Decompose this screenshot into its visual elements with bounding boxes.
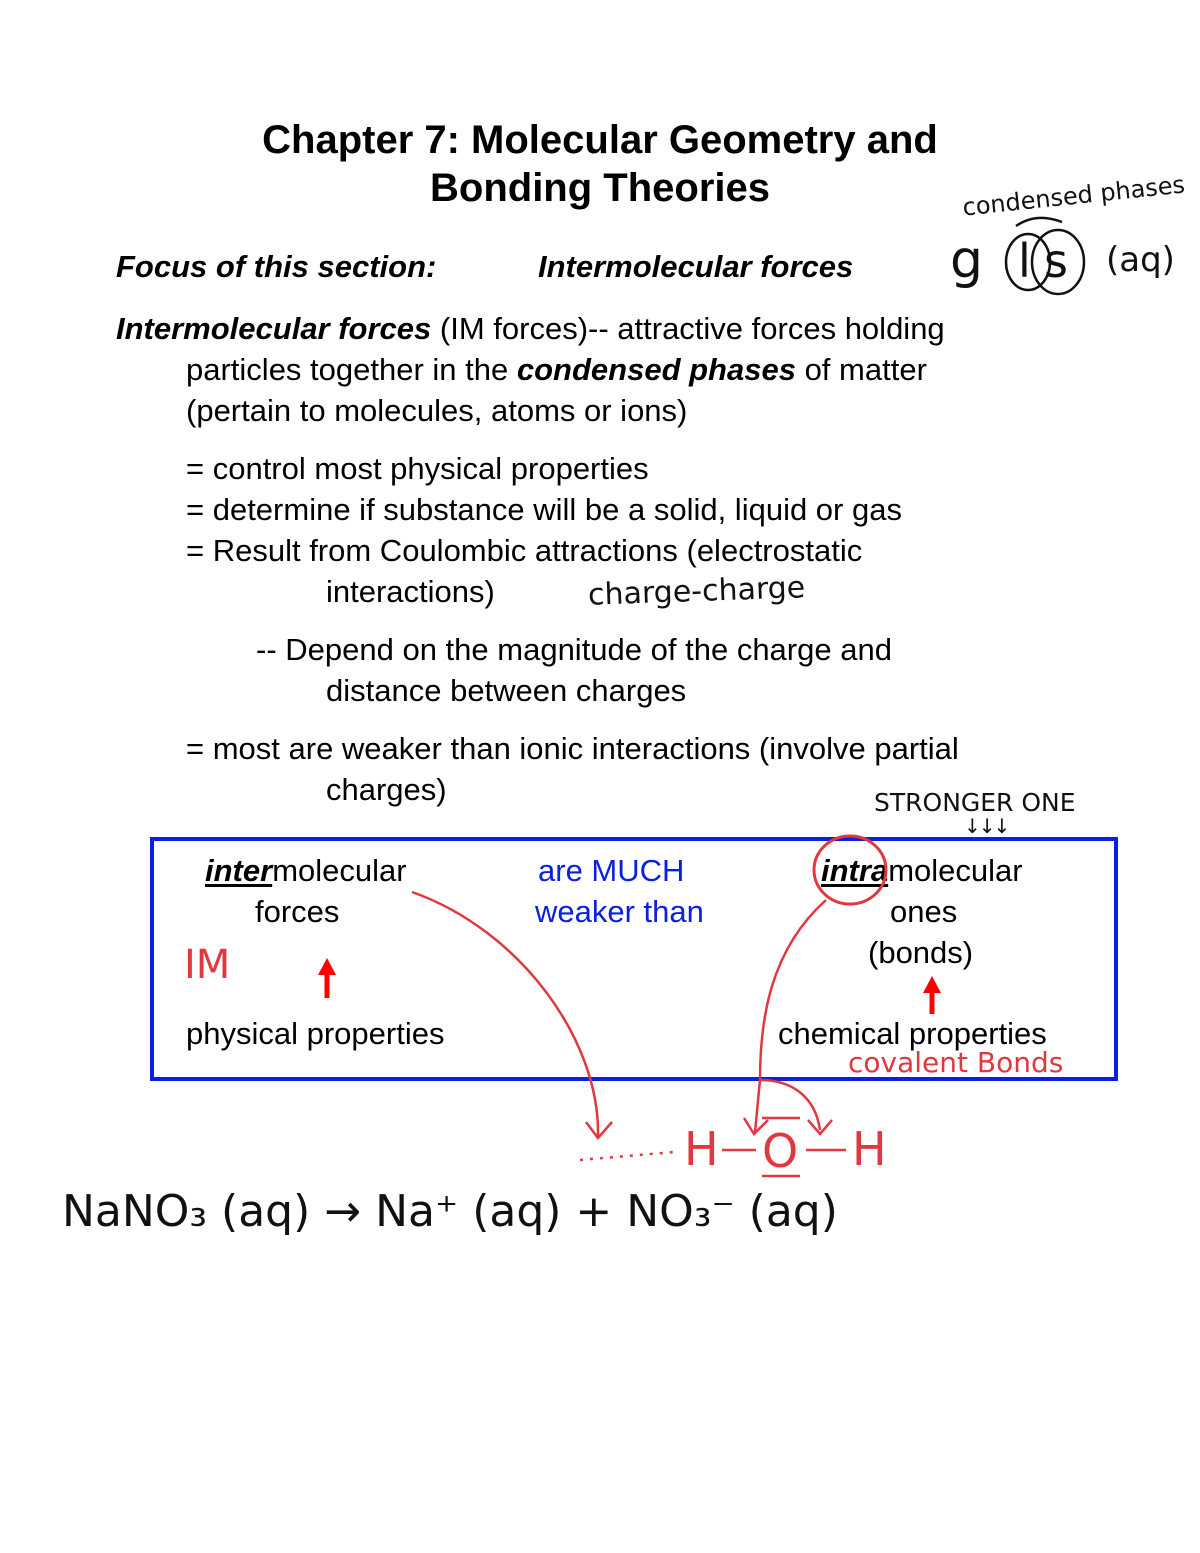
page-title-line2: Bonding Theories: [430, 166, 770, 210]
point-weaker-line2: charges): [326, 772, 447, 807]
curve-arrow-intra-right-icon: [760, 1080, 820, 1130]
handwritten-condensed-phases: condensed phases: [961, 170, 1187, 222]
focus-topic: Intermolecular forces: [538, 249, 854, 284]
handwritten-im: IM: [184, 942, 231, 988]
definition-line1: [116, 308, 945, 349]
handwritten-phase-g: g: [950, 230, 984, 290]
handwritten-water-h2: H: [852, 1122, 887, 1176]
definition-line3: (pertain to molecules, atoms or ions): [186, 393, 688, 428]
handwritten-phase-l: l: [1018, 234, 1031, 288]
box-are-much: are MUCH: [538, 853, 685, 888]
page-title-line1: Chapter 7: Molecular Geometry and: [262, 118, 938, 162]
box-chemical-properties: chemical properties: [778, 1016, 1047, 1051]
point-coulombic-line2: interactions): [326, 574, 495, 609]
point-physical-properties: = control most physical properties: [186, 451, 649, 486]
subpoint-magnitude-line2: distance between charges: [326, 673, 687, 708]
definition-term: Intermolecular forces: [116, 311, 432, 346]
dotted-im-line-icon: [580, 1152, 674, 1160]
point-weaker-line1: = most are weaker than ionic interactions (involve partial: [186, 731, 959, 766]
curve-arrow-inter-head-icon: [586, 1122, 612, 1138]
box-intra-suffix: molecular: [888, 853, 1023, 888]
handwritten-water-o: O: [762, 1124, 799, 1178]
definition-line2-post: of matter: [795, 352, 927, 387]
handwritten-covalent-bonds: covalent Bonds: [848, 1046, 1064, 1079]
focus-label: Focus of this section:: [116, 249, 437, 284]
box-forces-label: forces: [255, 894, 340, 929]
handwritten-phase-aq: (aq): [1106, 240, 1175, 280]
handwritten-reaction: NaNO₃ (aq) → Na⁺ (aq) + NO₃⁻ (aq): [62, 1186, 838, 1237]
condensed-bracket-icon: [1016, 218, 1062, 226]
box-inter-prefix: inter: [205, 853, 273, 888]
box-bonds-label: (bonds): [868, 935, 974, 970]
subpoint-magnitude-line1: -- Depend on the magnitude of the charge and: [256, 632, 892, 667]
point-solid-liquid-gas: = determine if substance will be a solid, liquid or gas: [186, 492, 902, 527]
curve-arrow-intra-right-head-icon: [808, 1120, 832, 1134]
box-intramolecular-label: [821, 850, 1023, 891]
box-inter-suffix: molecular: [272, 853, 407, 888]
box-weaker-than: weaker than: [535, 894, 704, 929]
box-intra-prefix: intra: [821, 853, 889, 888]
point-coulombic-line1: = Result from Coulombic attractions (electrostatic: [186, 533, 863, 568]
handwritten-water-h1: H: [684, 1122, 719, 1176]
box-intermolecular-label: [205, 850, 407, 891]
handwritten-phase-s: s: [1044, 234, 1068, 288]
condensed-phases-term: condensed phases: [516, 352, 796, 387]
definition-line2-pre: particles together in the: [186, 352, 517, 387]
definition-line2: [186, 349, 927, 390]
box-ones-label: ones: [890, 894, 958, 929]
definition-rest: (IM forces)-- attractive forces holding: [431, 311, 945, 346]
handwritten-charge-charge: charge-charge: [587, 570, 806, 613]
handwritten-down-ticks: ↓↓↓: [964, 814, 1009, 838]
box-physical-properties: physical properties: [186, 1016, 445, 1051]
handwritten-stronger-one: STRONGER ONE: [874, 788, 1076, 817]
